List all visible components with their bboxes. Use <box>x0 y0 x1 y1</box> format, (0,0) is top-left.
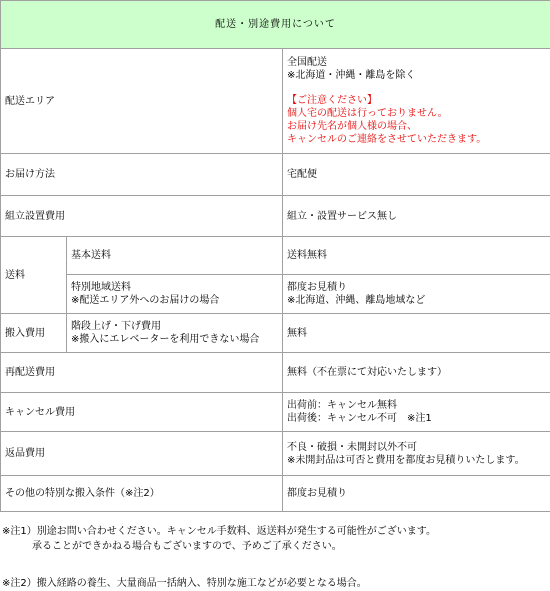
page-title: 配送・別途費用について <box>1 1 550 49</box>
label-returns: 返品費用 <box>1 432 283 476</box>
value-delivery-area <box>283 49 550 154</box>
notice-line: キャンセルのご連絡をさせていただきます。 <box>287 133 546 146</box>
row-carry-in <box>1 314 550 353</box>
row-delivery-area <box>1 49 550 154</box>
value-assembly: 組立・設置サービス無し <box>283 196 550 237</box>
returns-value-line: ※未開封品は可否と費用を都度お見積りいたします。 <box>287 454 546 467</box>
footnote-1-continued: 承ることができかねる場合もございますので、予めご了承ください。 <box>2 539 548 554</box>
label-delivery-method: お届け方法 <box>1 154 283 196</box>
row-special-conditions <box>1 476 550 512</box>
value-special-conditions: 都度お見積り <box>283 476 550 512</box>
value-shipping-basic: 送料無料 <box>283 237 550 275</box>
row-cancel <box>1 393 550 432</box>
footnotes <box>2 524 548 591</box>
value-delivery-method: 宅配便 <box>283 154 550 196</box>
notice-line: お届け先名が個人様の場合、 <box>287 120 546 133</box>
label-shipping-basic: 基本送料 <box>67 237 283 275</box>
value-carry-in: 無料 <box>283 314 550 353</box>
label-delivery-area: 配送エリア <box>1 49 283 154</box>
label-carry-in: 搬入費用 <box>1 314 67 353</box>
label-redelivery: 再配送費用 <box>1 353 283 393</box>
row-returns <box>1 432 550 476</box>
delivery-area-line: 全国配送 <box>287 56 546 69</box>
row-shipping-special <box>1 275 550 314</box>
label-shipping: 送料 <box>1 237 67 314</box>
carry-in-condition-line: 階段上げ・下げ費用 <box>71 320 278 333</box>
shipping-special-label-line: ※配送エリア外へのお届けの場合 <box>71 294 278 307</box>
footnote-1: ※注1）別途お問い合わせください。キャンセル手数料、返送料が発生する可能性がございます。 <box>2 524 548 539</box>
row-assembly <box>1 196 550 237</box>
row-delivery-method <box>1 154 550 196</box>
value-cancel <box>283 393 550 432</box>
value-shipping-special <box>283 275 550 314</box>
label-cancel: キャンセル費用 <box>1 393 283 432</box>
carry-in-condition-line: ※搬入にエレベーターを利用できない場合 <box>71 333 278 346</box>
notice-line: 【ご注意ください】 <box>287 94 546 107</box>
carry-in-condition <box>67 314 283 353</box>
label-shipping-special <box>67 275 283 314</box>
label-special-conditions: その他の特別な搬入条件（※注2） <box>1 476 283 512</box>
returns-value-line: 不良・破損・未開封以外不可 <box>287 441 546 454</box>
value-redelivery: 無料（不在票にて対応いたします） <box>283 353 550 393</box>
title-row <box>1 1 550 49</box>
notice-line: 個人宅の配送は行っておりません。 <box>287 107 546 120</box>
label-assembly: 組立設置費用 <box>1 196 283 237</box>
shipping-special-label-line: 特別地域送料 <box>71 281 278 294</box>
footnote-2: ※注2）搬入経路の養生、大量商品一括納入、特別な施工などが必要となる場合。 <box>2 576 548 591</box>
cancel-value-line: 出荷前：キャンセル無料 <box>287 399 546 412</box>
value-returns <box>283 432 550 476</box>
shipping-special-value-line: ※北海道、沖縄、離島地域など <box>287 294 546 307</box>
row-shipping-basic <box>1 237 550 275</box>
row-redelivery <box>1 353 550 393</box>
delivery-area-line: ※北海道・沖縄・離島を除く <box>287 69 546 82</box>
cancel-value-line: 出荷後：キャンセル不可 ※注1 <box>287 412 546 425</box>
shipping-special-value-line: 都度お見積り <box>287 281 546 294</box>
